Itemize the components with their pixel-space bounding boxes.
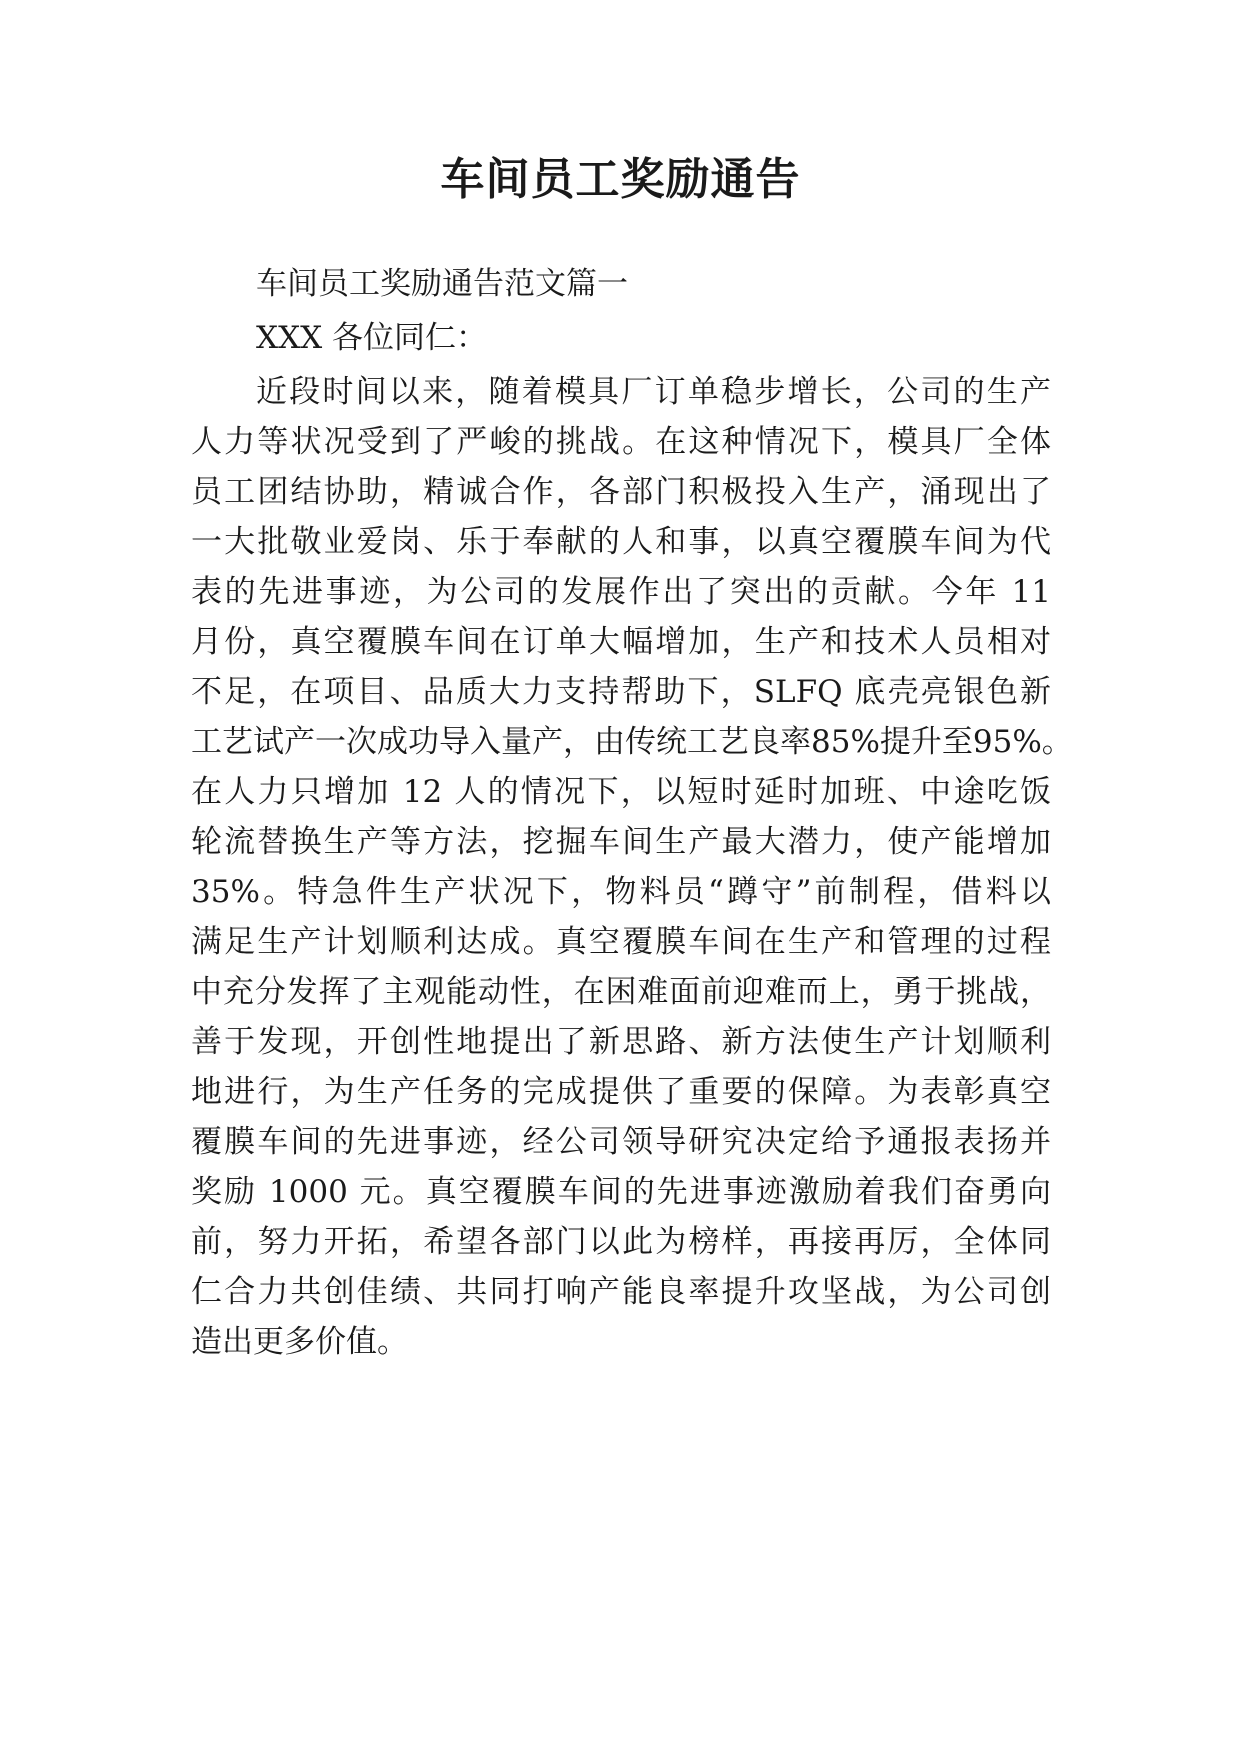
body-line: 前，努力开拓，希望各部门以此为榜样，再接再厉，全体同 bbox=[191, 1224, 1051, 1260]
body-line: 人力等状况受到了严峻的挑战。在这种情况下，模具厂全体 bbox=[191, 424, 1051, 460]
body-line: 在人力只增加 12 人的情况下，以短时延时加班、中途吃饭 bbox=[191, 774, 1051, 810]
body-line: 造出更多价值。 bbox=[191, 1324, 408, 1360]
body-line: 近段时间以来，随着模具厂订单稳步增长，公司的生产 bbox=[256, 374, 1051, 410]
body-line: 中充分发挥了主观能动性，在困难面前迎难而上，勇于挑战， bbox=[191, 974, 1051, 1010]
body-line: 地进行，为生产任务的完成提供了重要的保障。为表彰真空 bbox=[191, 1074, 1051, 1110]
body-line: 轮流替换生产等方法，挖掘车间生产最大潜力，使产能增加 bbox=[191, 824, 1051, 860]
body-line: 员工团结协助，精诚合作，各部门积极投入生产，涌现出了 bbox=[191, 474, 1051, 510]
body-line: 奖励 1000 元。真空覆膜车间的先进事迹激励着我们奋勇向 bbox=[191, 1174, 1051, 1210]
body-line: 善于发现，开创性地提出了新思路、新方法使生产计划顺利 bbox=[191, 1024, 1051, 1060]
body-line: 表的先进事迹，为公司的发展作出了突出的贡献。今年 11 bbox=[191, 574, 1051, 610]
body-line: 一大批敬业爱岗、乐于奉献的人和事，以真空覆膜车间为代 bbox=[191, 524, 1051, 560]
body-line: 覆膜车间的先进事迹，经公司领导研究决定给予通报表扬并 bbox=[191, 1124, 1051, 1160]
body-line: 月份，真空覆膜车间在订单大幅增加，生产和技术人员相对 bbox=[191, 624, 1051, 660]
body-line: 工艺试产一次成功导入量产，由传统工艺良率85%提升至95%。 bbox=[191, 724, 1073, 760]
document-subtitle: 车间员工奖励通告范文篇一 bbox=[256, 266, 628, 302]
body-line: 仁合力共创佳绩、共同打响产能良率提升攻坚战，为公司创 bbox=[191, 1274, 1051, 1310]
salutation: XXX 各位同仁： bbox=[256, 320, 488, 356]
body-line: 满足生产计划顺利达成。真空覆膜车间在生产和管理的过程 bbox=[191, 924, 1051, 960]
body-line: 35%。特急件生产状况下，物料员“蹲守”前制程，借料以 bbox=[191, 874, 1051, 910]
body-line: 不足，在项目、品质大力支持帮助下，SLFQ 底壳亮银色新 bbox=[191, 674, 1051, 710]
document-title: 车间员工奖励通告 bbox=[440, 154, 801, 205]
